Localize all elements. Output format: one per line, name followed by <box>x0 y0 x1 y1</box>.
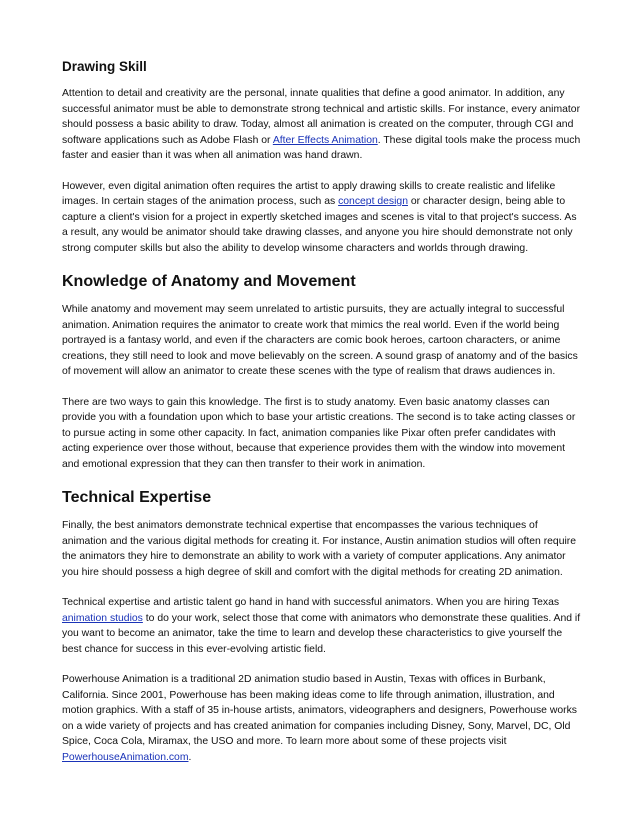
heading-technical-expertise: Technical Expertise <box>62 489 212 506</box>
document-content <box>62 58 584 780</box>
text-run: . <box>188 751 192 763</box>
link-concept-design[interactable]: concept design <box>338 196 408 207</box>
paragraph-anatomy-1: While anatomy and movement may seem unrelated to artistic pursuits, they are actually integral to successful animation. Animation requires the animator to create work that mimics the real world. Even if the world being portrayed is a fantasy world, and even if the characters are comic book heroes, cartoon characters, or anime creations, they still need to look and move believably on the screen. A sound grasp of anatomy and of the basics of movement will allow an animator to create these scenes with the type of realism that draws audiences in. <box>62 304 578 377</box>
heading-anatomy: Knowledge of Anatomy and Movement <box>62 273 356 290</box>
paragraph-anatomy-2: There are two ways to gain this knowledge. The first is to study anatomy. Even basic anatomy classes can provide you with a foundation upon which to base your artistic creations. The second is to take acting classes or to pursue acting in some other capacity. In fact, animation companies like Pixar often prefer candidates with acting experience over those without, because that experience provides them with the window into movement and emotional expression that they can then transfer to their work in animation. <box>62 396 576 470</box>
text-run: or character design, being able to capture a client's vision for a project in expertly sketched images and scenes is vital to that project's success. As a result, any would be animator should take drawing classes, and anyone you hire should demonstrate not only strong computer skills but also the ability to develop winsome characters and worlds through drawing. <box>62 196 577 254</box>
text-run: However, even digital animation often requires the artist to apply drawing skills to create realistic and lifelike images. In certain stages of the animation process, such as <box>62 180 556 207</box>
paragraph-drawing-1 <box>62 86 584 164</box>
link-after-effects-animation[interactable]: After Effects Animation <box>272 134 378 146</box>
text-run: Attention to detail and creativity are the personal, innate qualities that define a good animator. In addition, any successful animator must be able to demonstrate strong technical and artistic skills. For instance, every animator should possess a basic ability to draw. Today, almost all animation is created on the computer, through CGI and software applications such as Adobe Flash or <box>62 88 581 146</box>
paragraph-drawing-2 <box>62 179 584 257</box>
paragraph-technical-2 <box>62 595 584 657</box>
text-run: Technical expertise and artistic talent go hand in hand with successful animators. When you are hiring Texas <box>62 597 560 608</box>
paragraph-technical-1: Finally, the best animators demonstrate technical expertise that encompasses the various techniques of animation and the various digital methods for creating it. For instance, Austin animation studios will often require the animators they hire to demonstrate an ability to work with a variety of computer applications. Any animator you hire should possess a high degree of skill and comfort with the digital methods for creating 2D animation. <box>62 520 577 578</box>
heading-drawing-skill: Drawing Skill <box>62 59 147 74</box>
link-powerhouse-animation[interactable]: PowerhouseAnimation.com <box>62 751 189 763</box>
text-run: to do your work, select those that come with animators who demonstrate these qualities. And if you want to become an animator, take the time to learn and develop these characteristics to give yourself the best chance for success in this ever-evolving artistic field. <box>62 612 581 655</box>
link-animation-studios[interactable]: animation studios <box>62 612 143 624</box>
text-run: Powerhouse Animation is a traditional 2D animation studio based in Austin, Texas with offices in Burbank, California. Since 2001, Powerhouse has been making ideas come to life through animation, illustration, and motion graphics. With a staff of 35 in-house artists, animators, videographers and designers, Powerhouse works on a wide variety of projects and has created animation for companies including Disney, Sony, Marvel, DC, Old Spice, Coca Cola, Miramax, the USO and more. To learn more about some of these projects visit <box>62 674 577 747</box>
paragraph-powerhouse <box>62 672 584 765</box>
text-run: . These digital tools make the process much faster and easier than it was when all animation was hand drawn. <box>62 134 581 161</box>
